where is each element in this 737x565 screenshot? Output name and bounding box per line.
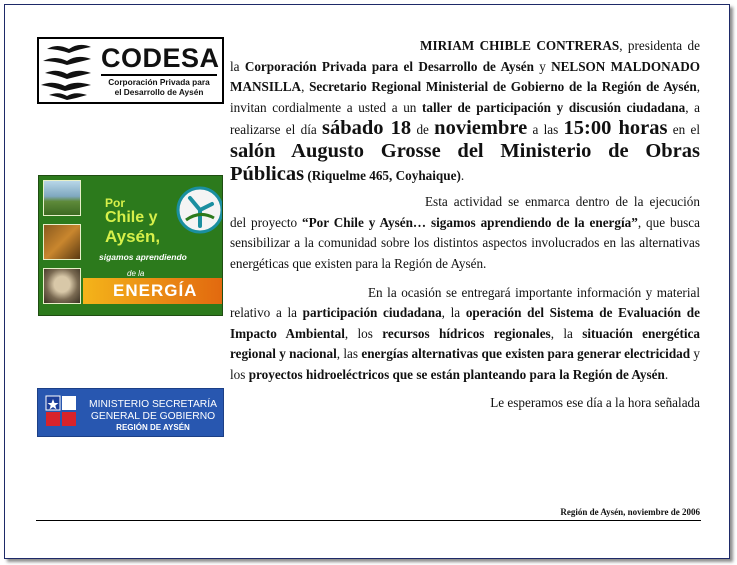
invitation-paragraph-3 xyxy=(230,283,700,386)
energia-text-line4: sigamos aprendiendo xyxy=(99,252,187,262)
p1-text-7: a las xyxy=(527,122,564,138)
event-name: taller de participación y discusión ciudadana xyxy=(422,99,686,115)
event-venue: salón Augusto Grosse del Ministerio de Obras Públicas xyxy=(230,139,700,185)
p1-text-1: , presidenta de la xyxy=(230,38,700,74)
org-name: Corporación Privada para el Desarrollo de Aysén xyxy=(244,58,534,74)
energia-text-line3: Aysén, xyxy=(105,227,161,246)
codesa-subtitle xyxy=(101,74,217,97)
codesa-subtitle-line1: Corporación Privada para xyxy=(108,77,210,87)
wind-turbine-icon xyxy=(176,186,223,234)
footer-date: Región de Aysén, noviembre de 2006 xyxy=(560,507,700,517)
event-time: 15:00 horas xyxy=(563,117,668,140)
topic-2: operación del Sistema de Evaluación de Impacto Ambiental xyxy=(230,305,700,341)
landscape-photo xyxy=(43,180,81,216)
energia-text-line5: de la xyxy=(127,269,145,278)
topic-1: participación ciudadana xyxy=(302,305,442,321)
p2-text-2: , que busca sensibilizar a la comunidad sobre los distintos aspectos involucrados en las alternativas energéticas que existen para la Región de Aysén. xyxy=(230,214,700,271)
energia-text-line1: Por xyxy=(105,196,126,210)
birds-icon xyxy=(39,39,97,102)
p3-text-6: y los xyxy=(230,346,700,382)
host2-name: NELSON MALDONADO MANSILLA xyxy=(230,58,700,95)
energia-text-line2: Chile y xyxy=(105,209,158,226)
topic-5: energías alternativas que existen para generar electricidad xyxy=(361,346,691,362)
event-day: sábado 18 xyxy=(322,117,412,140)
codesa-subtitle-line2: el Desarrollo de Aysén xyxy=(114,87,204,97)
p3-text-2: , la xyxy=(441,305,466,321)
closing-line: Le esperamos ese día a la hora señalada xyxy=(490,394,700,410)
photo-strip xyxy=(43,180,79,312)
energia-text-line6: ENERGÍA xyxy=(113,281,198,300)
p1-text-4: , invitan cordialmente a usted a un xyxy=(230,79,700,115)
ministerio-line1: MINISTERIO SECRETARÍA xyxy=(89,399,217,410)
invitation-text xyxy=(230,36,700,413)
ministerio-logo xyxy=(37,388,224,437)
event-month: noviembre xyxy=(434,117,528,140)
host1-name: MIRIAM CHIBLE CONTRERAS xyxy=(420,38,620,53)
topic-6: proyectos hidroeléctricos que se están planteando para la Región de Aysén xyxy=(248,366,665,382)
host2-role: Secretario Regional Ministerial de Gobierno de la Región de Aysén xyxy=(309,79,697,95)
p3-text-3: , los xyxy=(344,325,383,341)
p1-text-6: de xyxy=(411,122,435,138)
owl-photo xyxy=(43,268,81,304)
invitation-paragraph-1 xyxy=(230,36,700,186)
p2-text-1: Esta actividad se enmarca dentro de la ejecución del proyecto xyxy=(230,194,700,230)
event-address: (Riquelme 465, Coyhaique) xyxy=(307,167,461,183)
energia-campaign-logo xyxy=(38,175,223,316)
p3-text-1: En la ocasión se entregará importante información y material relativo a la xyxy=(230,284,700,321)
p1-text-3: , xyxy=(301,79,310,95)
ministerio-line2: GENERAL DE GOBIERNO xyxy=(90,411,216,422)
p3-text-4: , la xyxy=(550,325,583,341)
p3-text-7: . xyxy=(664,366,669,382)
p3-text-5: , las xyxy=(336,346,362,362)
invitation-paragraph-2 xyxy=(230,192,700,274)
chile-flag-icon xyxy=(44,394,78,430)
p1-text-8: en el xyxy=(667,122,701,138)
ministerio-line3: REGIÓN DE AYSÉN xyxy=(116,423,190,432)
codesa-logo xyxy=(37,37,224,104)
forest-photo xyxy=(43,224,81,260)
codesa-wordmark: CODESA xyxy=(101,43,220,73)
project-name: “Por Chile y Aysén… sigamos aprendiendo de la energía” xyxy=(302,214,638,230)
footer-divider xyxy=(36,520,701,521)
p1-text-2: y xyxy=(533,58,552,74)
p1-text-5: , a realizarse el día xyxy=(230,99,700,138)
p1-text-10: . xyxy=(460,167,465,183)
topic-3: recursos hídricos regionales xyxy=(382,325,551,341)
topic-4: situación energética regional y nacional xyxy=(230,325,700,362)
